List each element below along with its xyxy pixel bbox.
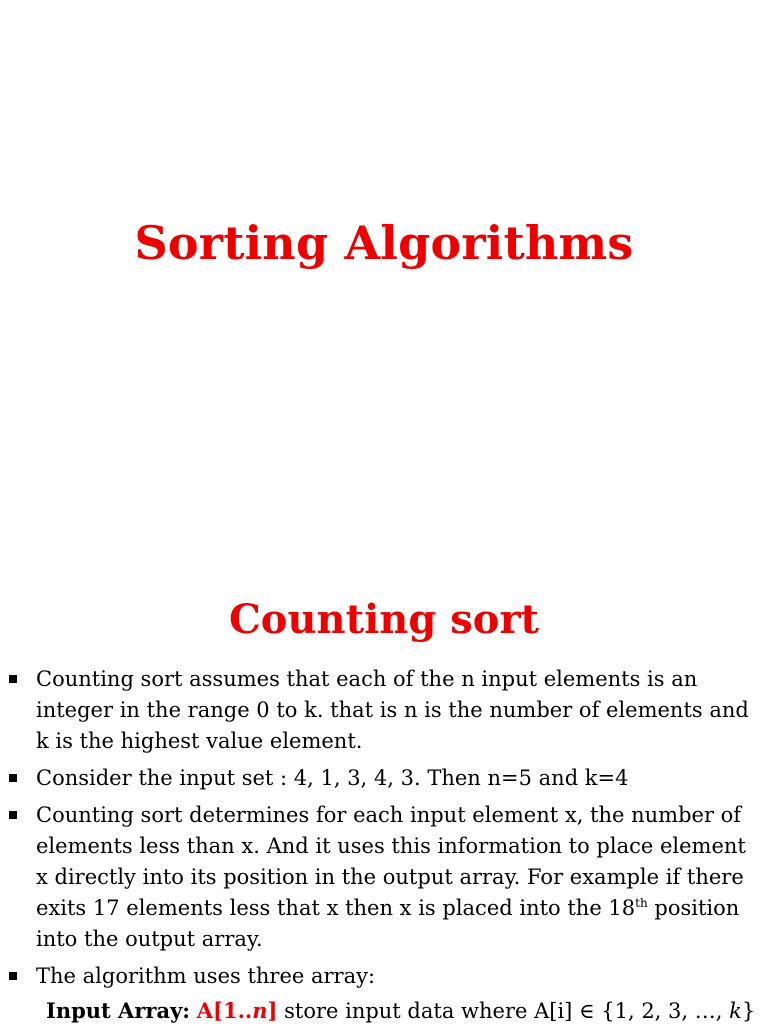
bullet-text: Counting sort determines for each input element x, the number of elements less than x. And it uses this information to place element x directly into its position in the output array. For example if there exits 17 elements less that x then x is placed into the 18 [36, 803, 746, 920]
bullet-item-1 [0, 664, 768, 757]
array-name-prefix: A[1.. [196, 998, 253, 1023]
input-array-k: k [729, 999, 742, 1023]
bullet-item-4 [0, 961, 768, 992]
array-n: n [252, 998, 268, 1023]
bullet-text: The algorithm uses three array: [36, 964, 376, 988]
bullet-text: Consider the input set : 4, 1, 3, 4, 3. Then n=5 and k=4 [36, 766, 629, 790]
bullet-text-continued: position into the output array. [36, 896, 740, 951]
input-array-description: store input data where A[i] ∈ {1, 2, 3, …, [277, 999, 730, 1023]
square-bullet-icon [9, 972, 17, 980]
array-name [197, 998, 278, 1023]
bullet-item-2 [0, 763, 768, 794]
superscript-th: th [635, 896, 648, 910]
bullet-text: Counting sort assumes that each of the n input elements is an integer in the range 0 to k. that is n is the number of elements and k is the highest value element. [36, 667, 749, 753]
array-close: ] [267, 998, 278, 1023]
slide-title-counting-sort: Counting sort [228, 596, 540, 643]
bullet-list [0, 664, 768, 998]
square-bullet-icon [9, 774, 17, 782]
square-bullet-icon [9, 675, 17, 683]
input-array-close: } [741, 999, 756, 1023]
bullet-item-3 [0, 800, 768, 955]
input-array-label: Input Array: [46, 998, 191, 1023]
square-bullet-icon [9, 811, 17, 819]
input-array-line [46, 998, 755, 1023]
slide-title-sorting-algorithms: Sorting Algorithms [134, 216, 634, 270]
